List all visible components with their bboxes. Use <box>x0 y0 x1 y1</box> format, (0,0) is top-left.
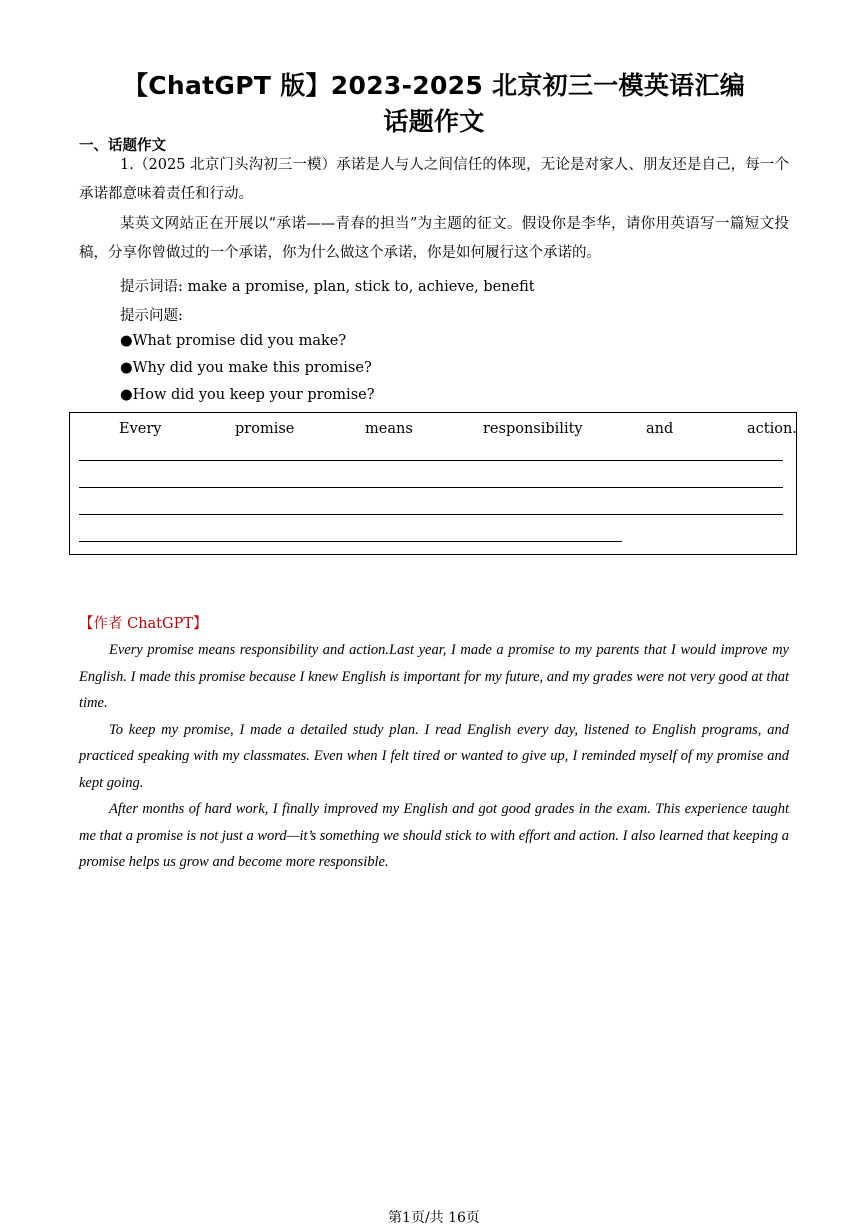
page-footer: 第1页/共 16页 <box>388 1210 480 1226</box>
starter-word: means <box>365 421 413 437</box>
answer-box <box>69 412 797 555</box>
prompt-item: ●What promise did you make? <box>120 333 347 349</box>
essay-paragraph: After months of hard work, I finally improved my English and got good grades in the exam. This experience taught me that a promise is not just a word—it’s something we should stick to with effort and action. I also learned that keeping a promise helps us grow and become more responsible. <box>79 801 789 870</box>
document-title: 【ChatGPT 版】2023-2025 北京初三一模英语汇编 <box>122 71 746 100</box>
question-intro: 1.（2025 北京门头沟初三一模）承诺是人与人之间信任的体现，无论是对家人、朋友还是自己，每一个承诺都意味着责任和行动。 <box>79 157 789 202</box>
writing-line[interactable] <box>79 460 783 461</box>
author-label: 【作者 ChatGPT】 <box>79 616 208 632</box>
writing-line[interactable] <box>79 514 783 515</box>
writing-line[interactable] <box>79 487 783 488</box>
keywords-hint: 提示词语: make a promise, plan, stick to, achieve, benefit <box>120 279 535 295</box>
essay-paragraph: To keep my promise, I made a detailed study plan. I read English every day, listened to English programs, and practiced speaking with my classmates. Even when I felt tired or wanted to give up, I reminded myself of my promise and kept going. <box>79 721 789 791</box>
prompts-label: 提示问题: <box>120 308 183 324</box>
starter-word: action. <box>747 421 797 437</box>
document-subtitle: 话题作文 <box>383 107 485 136</box>
starter-word: promise <box>235 421 295 437</box>
sample-essay <box>79 637 789 876</box>
writing-line[interactable] <box>79 541 622 542</box>
starter-word: responsibility <box>483 421 583 437</box>
starter-word: and <box>646 421 674 437</box>
starter-word: Every <box>119 421 162 437</box>
essay-paragraph: Every promise means responsibility and action.Last year, I made a promise to my parents that I would improve my English. I made this promise because I knew English is important for my future, and my grades were not very good at that time. <box>79 642 789 711</box>
section-heading: 一、话题作文 <box>79 138 166 154</box>
prompt-item: ●Why did you make this promise? <box>120 360 372 376</box>
question-task: 某英文网站正在开展以“承诺——青春的担当”为主题的征文。假设你是李华，请你用英语写一篇短文投稿，分享你曾做过的一个承诺，你为什么做这个承诺，你是如何履行这个承诺的。 <box>79 216 789 261</box>
prompt-item: ●How did you keep your promise? <box>120 387 375 403</box>
